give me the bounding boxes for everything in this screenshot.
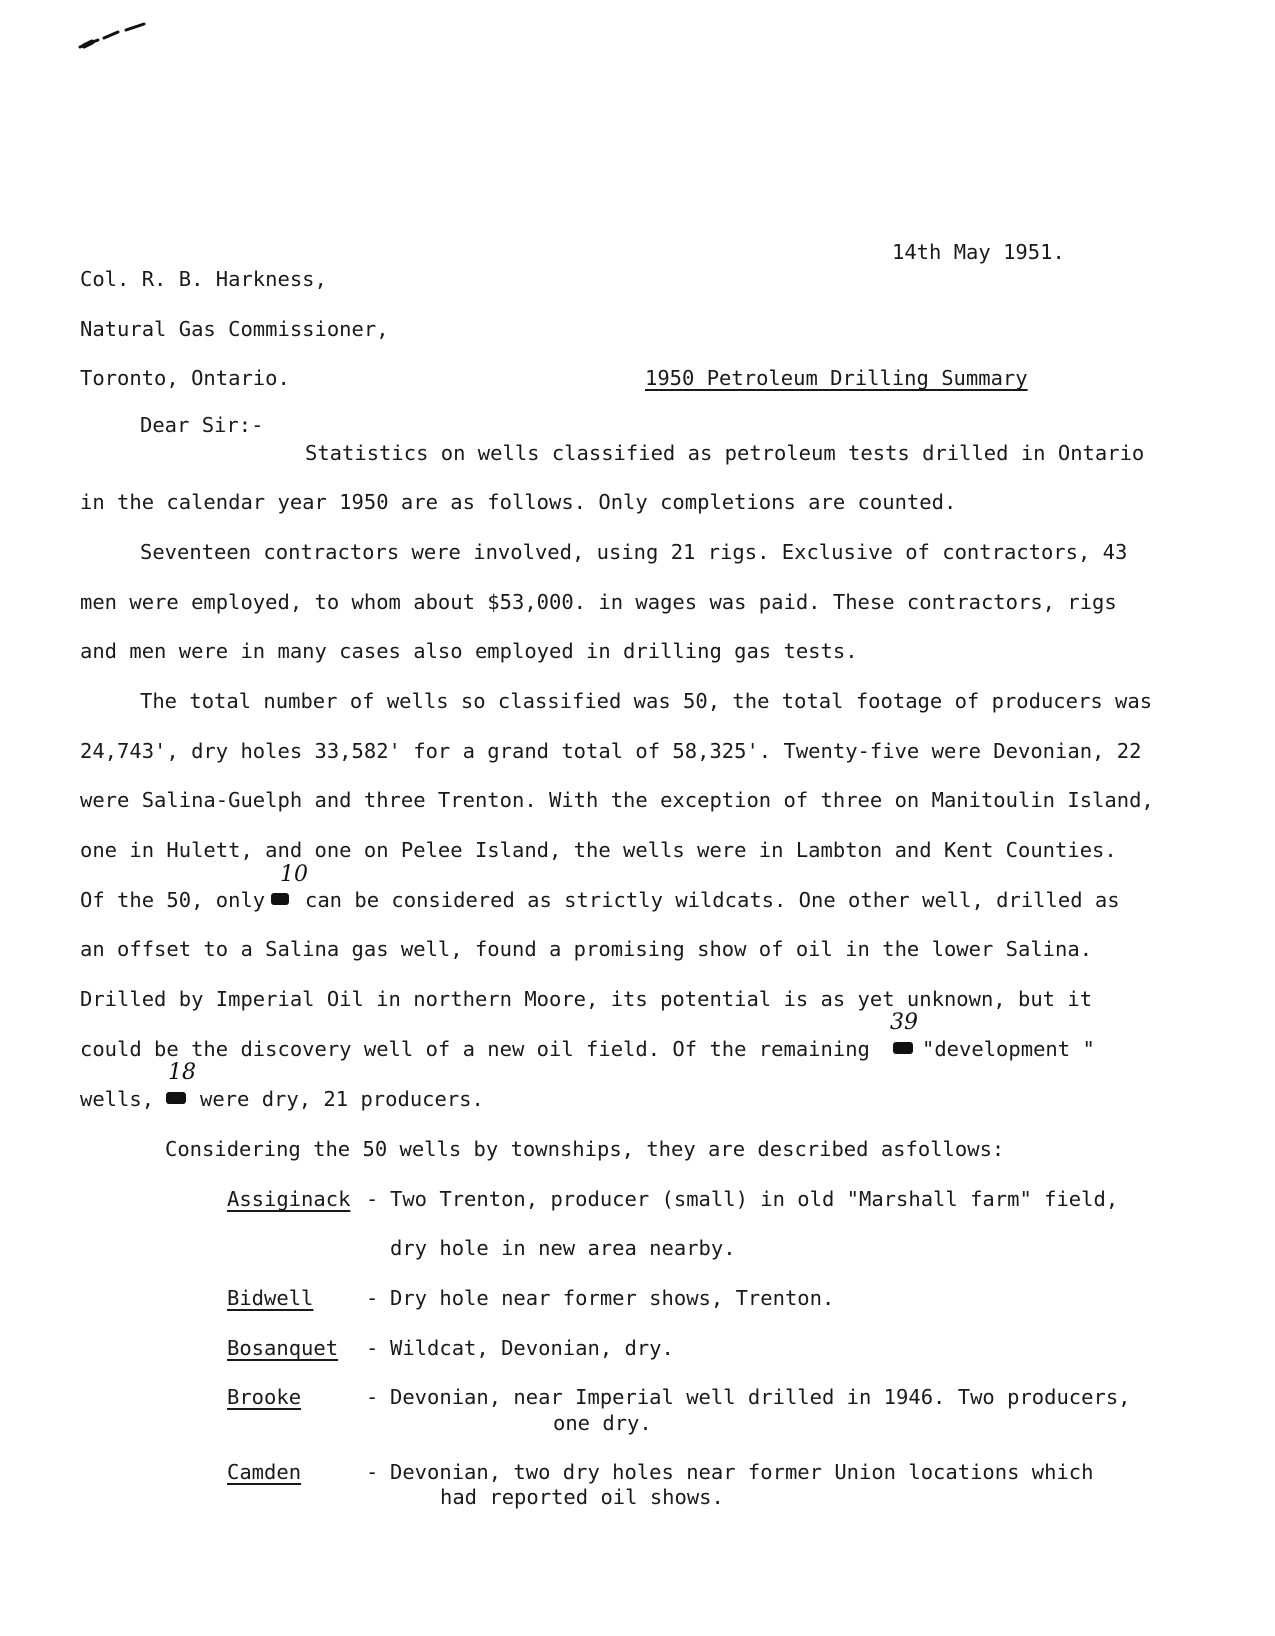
letter-date: 14th May 1951. <box>892 240 1065 264</box>
para-line: could be the discovery well of a new oil field. Of the remaining <box>80 1037 870 1061</box>
para-line: Considering the 50 wells by townships, they are described asfollows: <box>165 1137 1005 1161</box>
township-brooke: Brooke <box>227 1385 302 1409</box>
township-desc: one dry. <box>553 1411 652 1435</box>
township-dash: - <box>366 1460 379 1484</box>
township-bosanquet: Bosanquet <box>227 1336 339 1360</box>
township-desc: dry hole in new area nearby. <box>390 1236 736 1260</box>
township-desc: Devonian, near Imperial well drilled in 1946. Two producers, <box>390 1385 1131 1409</box>
township-desc: Wildcat, Devonian, dry. <box>390 1336 674 1360</box>
township-desc: Dry hole near former shows, Trenton. <box>390 1286 835 1310</box>
salutation: Dear Sir:- <box>140 413 264 437</box>
para-line: 24,743', dry holes 33,582' for a grand total of 58,325'. Twenty-five were Devonian, 22 <box>80 739 1142 763</box>
township-assiginack: Assiginack <box>227 1187 351 1211</box>
para-line: "development " <box>922 1037 1095 1061</box>
para-line: wells, <box>80 1087 155 1111</box>
township-desc: Two Trenton, producer (small) in old "Marshall farm" field, <box>390 1187 1119 1211</box>
handwritten-correction: 10 <box>280 862 308 887</box>
para-line: Seventeen contractors were involved, using 21 rigs. Exclusive of contractors, 43 <box>140 540 1128 564</box>
township-dash: - <box>366 1187 379 1211</box>
township-dash: - <box>366 1336 379 1360</box>
township-camden: Camden <box>227 1460 302 1484</box>
township-desc: had reported oil shows. <box>440 1485 724 1509</box>
para-line: men were employed, to whom about $53,000. in wages was paid. These contractors, rigs <box>80 590 1117 614</box>
para-line: Statistics on wells classified as petroleum tests drilled in Ontario <box>305 441 1145 465</box>
township-dash: - <box>366 1286 379 1310</box>
para-line: and men were in many cases also employed in drilling gas tests. <box>80 639 858 663</box>
para-line: an offset to a Salina gas well, found a promising show of oil in the lower Salina. <box>80 937 1093 961</box>
struck-number <box>166 1092 186 1104</box>
recipient-name: Col. R. B. Harkness, <box>80 267 327 291</box>
handwritten-correction: 18 <box>168 1060 196 1085</box>
subject-line: 1950 Petroleum Drilling Summary <box>645 366 1028 390</box>
para-line: in the calendar year 1950 are as follows. Only completions are counted. <box>80 490 957 514</box>
handwritten-correction: 39 <box>890 1010 918 1035</box>
recipient-title: Natural Gas Commissioner, <box>80 317 389 341</box>
para-line: The total number of wells so classified was 50, the total footage of producers was <box>140 689 1153 713</box>
struck-number <box>271 893 289 905</box>
para-line: can be considered as strictly wildcats. One other well, drilled as <box>305 888 1120 912</box>
para-line: Of the 50, only <box>80 888 266 912</box>
struck-number <box>893 1042 913 1054</box>
para-line: one in Hulett, and one on Pelee Island, the wells were in Lambton and Kent Counties. <box>80 838 1117 862</box>
para-line: were Salina-Guelph and three Trenton. With the exception of three on Manitoulin Island, <box>80 788 1154 812</box>
township-bidwell: Bidwell <box>227 1286 314 1310</box>
pen-mark-icon <box>78 22 158 52</box>
township-desc: Devonian, two dry holes near former Union locations which <box>390 1460 1094 1484</box>
township-dash: - <box>366 1385 379 1409</box>
recipient-city: Toronto, Ontario. <box>80 366 290 390</box>
para-line: were dry, 21 producers. <box>200 1087 484 1111</box>
para-line: Drilled by Imperial Oil in northern Moore, its potential is as yet unknown, but it <box>80 987 1093 1011</box>
